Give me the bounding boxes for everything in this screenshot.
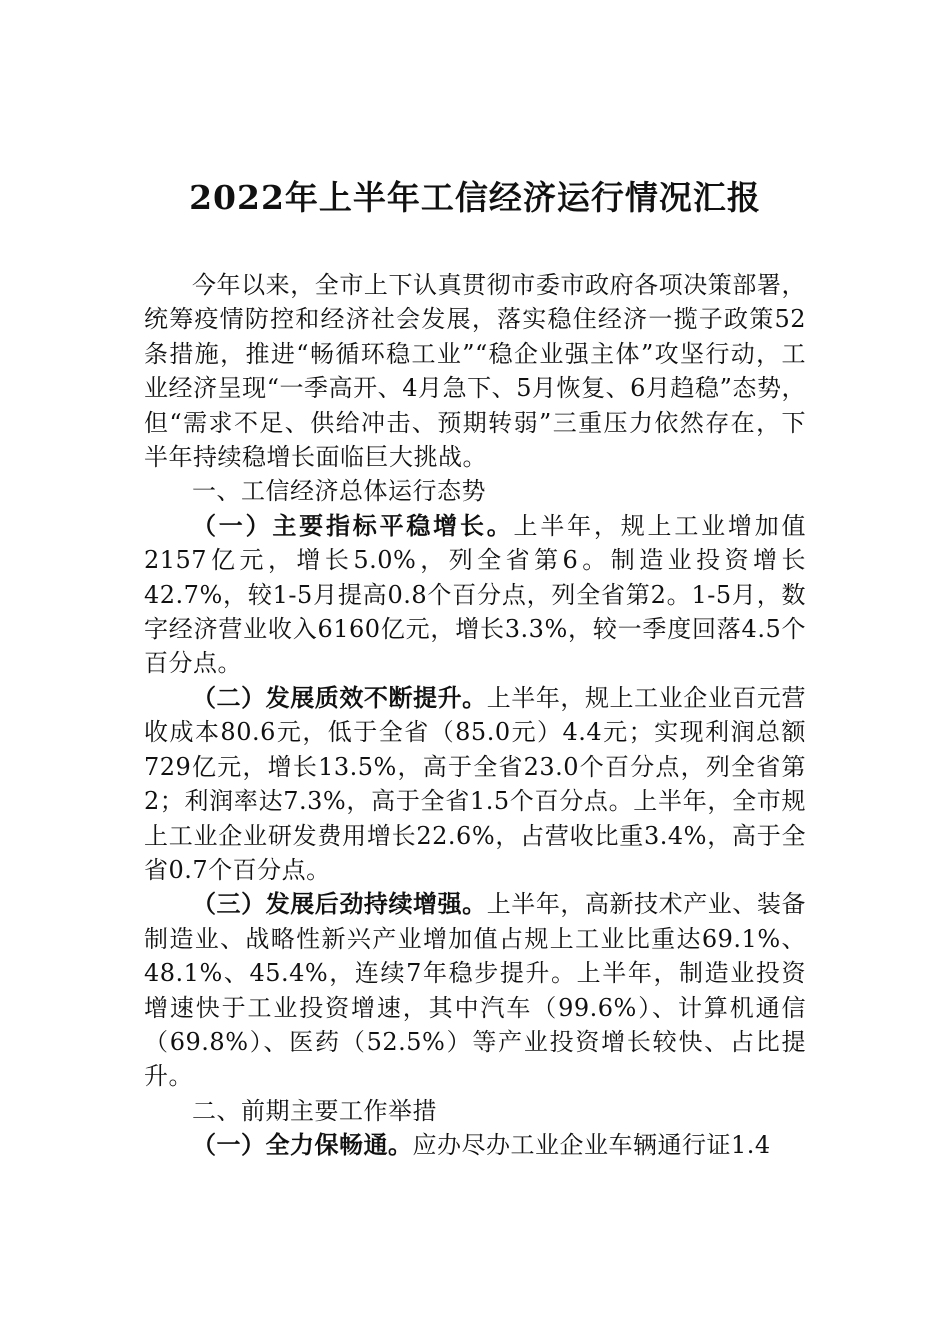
paragraph-lead: （一）全力保畅通。 [192, 1130, 413, 1160]
section-heading-2: 二、前期主要工作举措 [192, 1096, 437, 1125]
section1-paragraph-3 [144, 887, 806, 1093]
section1-paragraph-1 [144, 509, 806, 681]
section2-paragraph-1 [144, 1128, 806, 1162]
paragraph-lead: （二）发展质效不断提升。 [192, 682, 487, 712]
document-title: 2022年上半年工信经济运行情况汇报 [189, 178, 761, 217]
paragraph-text: 上半年，高新技术产业、装备制造业、战略性新兴产业增加值占规上工业比重达69.1%、48.1%、45.4%，连续7年稳步提升。上半年，制造业投资增速快于工业投资增速，其中汽车（99.6%）、计算机通信（69.8%）、医药（52.5%）等产业投资增长较快、占比提升。 [144, 890, 806, 1091]
paragraph-lead: （三）发展后劲持续增强。 [192, 889, 487, 919]
paragraph-text: 应办尽办工业企业车辆通行证1.4 [412, 1131, 771, 1160]
section-heading-1: 一、工信经济总体运行态势 [192, 477, 486, 506]
paragraph-text: 上半年，规上工业增加值2157亿元，增长5.0%，列全省第6。制造业投资增长42.7%，较1-5月提高0.8个百分点，列全省第2。1-5月，数字经济营业收入6160亿元，增长3.3%，较一季度回落4.5个百分点。 [144, 511, 807, 678]
section1-paragraph-2 [144, 681, 806, 887]
paragraph-text: 上半年，规上工业企业百元营收成本80.6元，低于全省（85.0元）4.4元；实现利润总额729亿元，增长13.5%，高于全省23.0个百分点，列全省第2；利润率达7.3%，高于全省1.5个百分点。上半年，全市规上工业企业研发费用增长22.6%，占营收比重3.4%，高于全省0.7个百分点。 [144, 683, 806, 884]
intro-paragraph: 今年以来，全市上下认真贯彻市委市政府各项决策部署，统筹疫情防控和经济社会发展，落实稳住经济一揽子政策52条措施，推进“畅循环稳工业”“稳企业强主体”攻坚行动，工业经济呈现“一季高开、4月急下、5月恢复、6月趋稳”态势，但“需求不足、供给冲击、预期转弱”三重压力依然存在，下半年持续稳增长面临巨大挑战。 [144, 271, 806, 472]
document-body [144, 268, 806, 1163]
paragraph-lead: （一）主要指标平稳增长。 [192, 510, 514, 540]
